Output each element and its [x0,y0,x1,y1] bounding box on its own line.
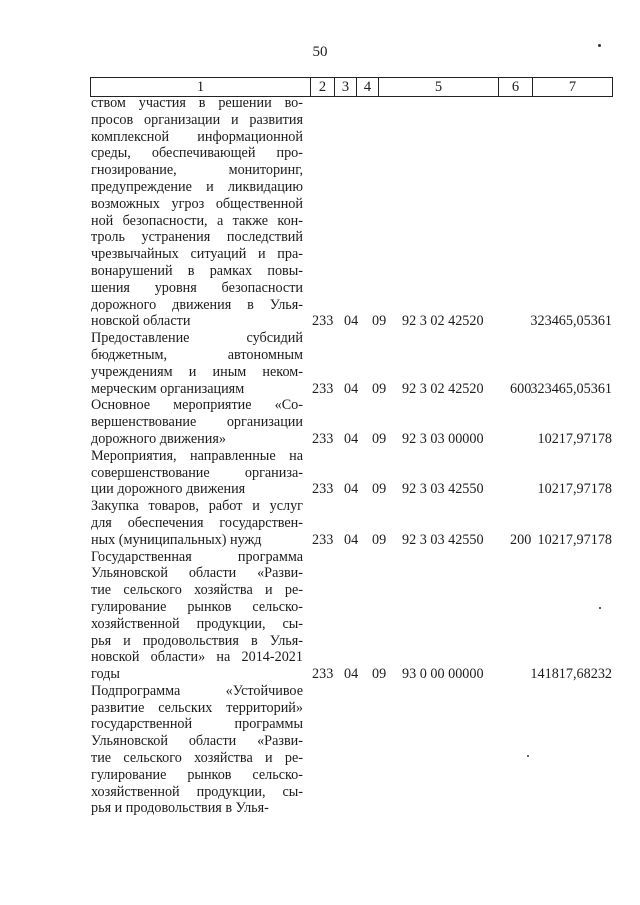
table-row [0,498,640,548]
row-description [91,95,303,330]
amount-value: 323465,05361 [530,380,612,397]
description-line: государственной программы [91,716,303,733]
target-article-code: 92 3 02 42520 [402,380,484,397]
table-row [0,683,640,817]
description-line: Мероприятия, направленные на [91,447,303,464]
description-line: Закупка товаров, работ и услуг [91,498,303,515]
row-codes [312,481,612,498]
description-line: гнозирование, мониторинг, [91,162,303,179]
description-line: предупреждение и ликвидацию [91,178,303,195]
admin-code: 233 [312,666,334,683]
section-code: 04 [344,313,359,330]
column-header: 5 [379,78,499,97]
description-line: гулирование рынков сельско- [91,766,303,783]
table-row [0,448,640,498]
expense-type-code: 600 [510,380,532,397]
column-header: 2 [311,78,335,97]
target-article-code: 92 3 03 00000 [402,430,484,447]
target-article-code: 92 3 03 42550 [402,481,484,498]
section-code: 04 [344,380,359,397]
description-line: Ульяновской области «Разви- [91,565,303,582]
column-header: 4 [357,78,379,97]
row-codes [312,532,612,549]
row-description [91,498,303,548]
description-line: троль устранения последствий [91,229,303,246]
description-line: шения уровня безопасности [91,279,303,296]
description-line: Основное мероприятие «Со- [91,397,303,414]
admin-code: 233 [312,313,334,330]
column-header: 6 [499,78,533,97]
column-header: 3 [335,78,357,97]
description-line: ством участия в решении во- [91,95,303,111]
section-code: 04 [344,430,359,447]
description-line: среды, обеспечивающей про- [91,145,303,162]
subsection-code: 09 [372,531,387,548]
subsection-code: 09 [372,430,387,447]
description-line: Подпрограмма «Устойчивое [91,682,303,699]
description-line: мерческим организациям [91,380,245,397]
section-code: 04 [344,481,359,498]
description-line: хозяйственной продукции, сы- [91,783,303,800]
description-line: новской области» на 2014-2021 [91,649,303,666]
column-header: 1 [91,78,311,97]
row-description [91,549,303,683]
amount-value: 141817,68232 [530,666,612,683]
description-line: просов организации и развития [91,111,303,128]
row-codes [312,431,612,448]
description-line: годы [91,666,120,683]
subsection-code: 09 [372,666,387,683]
row-description [91,330,303,397]
description-line: Предоставление субсидий [91,330,303,347]
subsection-code: 09 [372,481,387,498]
target-article-code: 92 3 03 42550 [402,531,484,548]
description-line: чрезвычайных ситуаций и пра- [91,246,303,263]
description-line: ной безопасности, а также кон- [91,212,303,229]
description-line: возможных угроз общественной [91,195,303,212]
description-line: Ульяновской области «Разви- [91,733,303,750]
amount-value: 10217,97178 [537,430,612,447]
row-description [91,448,303,498]
description-line: тие сельского хозяйства и ре- [91,582,303,599]
description-line: комплексной информационной [91,128,303,145]
page-number: 50 [312,44,328,60]
row-codes [312,381,612,398]
description-line: Государственная программа [91,548,303,565]
description-line: хозяйственной продукции, сы- [91,615,303,632]
subsection-code: 09 [372,313,387,330]
description-line: тие сельского хозяйства и ре- [91,750,303,767]
scan-speck [598,44,601,47]
target-article-code: 93 0 00 00000 [402,666,484,683]
description-line: вонарушений в рамках повы- [91,262,303,279]
admin-code: 233 [312,481,334,498]
table-row [0,397,640,447]
description-line: рья и продовольствия в Улья- [91,632,303,649]
description-line: новской области [91,313,191,330]
column-header: 7 [533,78,613,97]
admin-code: 233 [312,531,334,548]
description-line: вершенствование организации [91,414,303,431]
admin-code: 233 [312,430,334,447]
row-codes [312,800,612,817]
section-code: 04 [344,666,359,683]
budget-table-body [0,95,640,817]
description-line: совершенствование организа- [91,464,303,481]
description-line: дорожного движения в Улья- [91,296,303,313]
column-header-row [91,78,613,97]
row-description [91,683,303,817]
table-row [0,549,640,683]
row-codes [312,313,612,330]
table-row [0,330,640,397]
admin-code: 233 [312,380,334,397]
expense-type-code: 200 [510,531,532,548]
description-line: учреждениям и иным неком- [91,363,303,380]
row-codes [312,666,612,683]
description-line: развитие сельских территорий» [91,699,303,716]
column-header-table [90,77,613,97]
description-line: ции дорожного движения [91,481,246,498]
description-line: гулирование рынков сельско- [91,598,303,615]
amount-value: 10217,97178 [537,481,612,498]
subsection-code: 09 [372,380,387,397]
row-description [91,397,303,447]
table-row [0,95,640,330]
description-line: бюджетным, автономным [91,346,303,363]
description-line: для обеспечения государствен- [91,514,303,531]
section-code: 04 [344,531,359,548]
description-line: дорожного движения» [91,430,226,447]
amount-value: 10217,97178 [537,531,612,548]
description-line: рья и продовольствия в Улья- [91,800,269,817]
amount-value: 323465,05361 [530,313,612,330]
description-line: ных (муниципальных) нужд [91,531,262,548]
target-article-code: 92 3 02 42520 [402,313,484,330]
